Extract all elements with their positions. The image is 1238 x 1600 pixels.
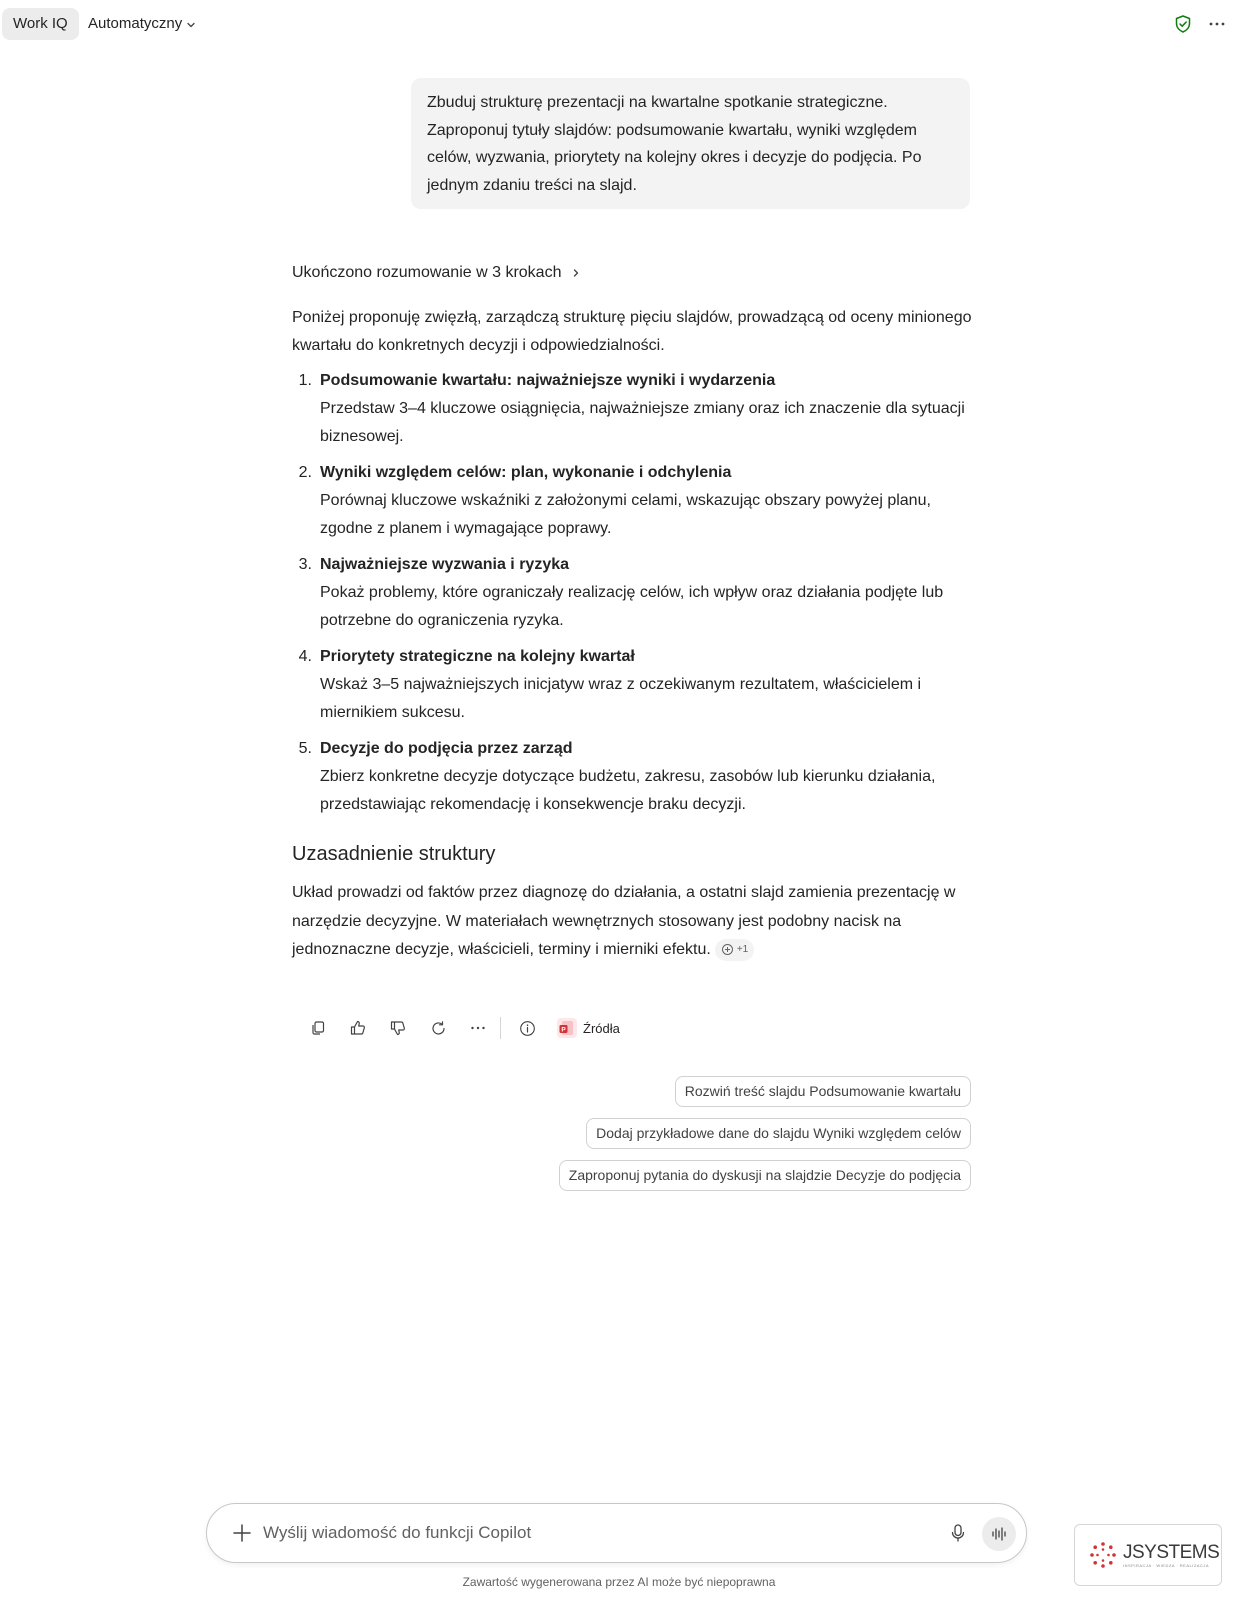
slide-title: Najważniejsze wyzwania i ryzyka	[320, 556, 570, 573]
slide-number: 3.	[298, 556, 312, 573]
slide-list	[292, 367, 972, 819]
section-heading: Uzasadnienie struktury	[292, 843, 496, 865]
mode-label: Automatyczny	[88, 15, 183, 32]
reasoning-label: Ukończono rozumowanie w 3 krokach	[292, 264, 562, 281]
citation-badge[interactable]	[715, 939, 754, 961]
suggested-prompts	[559, 1076, 971, 1191]
slide-item	[292, 459, 972, 543]
slide-title: Decyzje do podjęcia przez zarząd	[320, 740, 573, 757]
dislike-button[interactable]	[378, 1013, 418, 1043]
svg-text:P: P	[561, 1026, 566, 1034]
slide-title: Priorytety strategiczne na kolejny kwartał	[320, 648, 635, 665]
citation-count: +1	[736, 943, 749, 955]
info-icon	[519, 1020, 536, 1037]
copy-icon	[310, 1020, 326, 1036]
slide-number: 1.	[298, 372, 312, 389]
slide-number: 5.	[298, 740, 312, 757]
slide-description: Porównaj kluczowe wskaźniki z założonymi celami, wskazując obszary powyżej planu, zgodne z planem i wymagające poprawy.	[320, 492, 931, 537]
slide-description: Pokaż problemy, które ograniczały realizację celów, ich wpływ oraz działania podjęte lub potrzebne do ograniczenia ryzyka.	[320, 584, 944, 629]
jsystems-logo	[1074, 1524, 1222, 1586]
response-intro: Poniżej proponuję zwięzłą, zarządczą strukturę pięciu slajdów, prowadzącą od oceny minionego kwartału do konkretnych decyzji i odpowiedzialności.	[292, 309, 972, 354]
slide-item	[292, 735, 972, 819]
slide-item	[292, 643, 972, 727]
sources-label: Źródła	[583, 1020, 620, 1036]
jsystems-logo-mark-icon	[1089, 1541, 1117, 1569]
slide-item	[292, 551, 972, 635]
powerpoint-file-icon	[557, 1018, 577, 1038]
loop-icon	[721, 943, 734, 956]
like-button[interactable]	[338, 1013, 378, 1043]
slide-description: Wskaż 3–5 najważniejszych inicjatyw wraz z oczekiwanym rezultatem, właścicielem i miernikiem sukcesu.	[320, 676, 922, 721]
section-text: Układ prowadzi od faktów przez diagnozę do działania, a ostatni slajd zamienia prezentację w narzędzie decyzyjne. W materiałach wewnętrznych stosowany jest podobny nacisk na jednoznaczne decyzje, właścicieli, terminy i mierniki efektu.	[292, 884, 956, 958]
mode-selector[interactable]	[88, 8, 196, 40]
chevron-right-icon	[571, 268, 581, 278]
logo-name: JSYSTEMS	[1123, 1541, 1220, 1563]
top-bar	[0, 0, 1238, 48]
voice-mode-button[interactable]	[982, 1517, 1016, 1551]
slide-title: Wyniki względem celów: plan, wykonanie i odchylenia	[320, 464, 732, 481]
slide-number: 4.	[298, 648, 312, 665]
audio-waveform-icon	[990, 1525, 1008, 1543]
sources-button[interactable]	[557, 1018, 620, 1038]
slide-description: Przedstaw 3–4 kluczowe osiągnięcia, najważniejsze zmiany oraz ich znaczenie dla sytuacji biznesowej.	[320, 400, 965, 445]
shield-check-icon[interactable]	[1173, 14, 1193, 34]
slide-title: Podsumowanie kwartału: najważniejsze wyniki i wydarzenia	[320, 372, 776, 389]
message-composer	[206, 1503, 1027, 1563]
message-input[interactable]	[263, 1504, 913, 1562]
refresh-icon	[430, 1020, 447, 1037]
work-iq-button[interactable]: Work IQ	[2, 8, 79, 40]
plus-icon[interactable]	[229, 1520, 255, 1546]
ai-disclaimer: Zawartość wygenerowana przez AI może być niepoprawna	[462, 1575, 776, 1589]
more-options-icon	[469, 1019, 487, 1037]
info-button[interactable]	[507, 1013, 547, 1043]
section-paragraph	[292, 879, 972, 965]
suggestion-chip[interactable]: Rozwiń treść slajdu Podsumowanie kwartału	[675, 1076, 971, 1107]
action-divider	[500, 1017, 501, 1039]
more-actions-button[interactable]	[458, 1013, 498, 1043]
copy-button[interactable]	[298, 1013, 338, 1043]
logo-tagline: INSPIRACJA · WIEDZA · REALIZACJA	[1123, 1562, 1210, 1568]
reasoning-toggle[interactable]	[292, 258, 972, 288]
slide-item	[292, 367, 972, 451]
assistant-response	[292, 258, 972, 965]
regenerate-button[interactable]	[418, 1013, 458, 1043]
slide-number: 2.	[298, 464, 312, 481]
thumbs-down-icon	[389, 1019, 407, 1037]
slide-description: Zbierz konkretne decyzje dotyczące budżetu, zakresu, zasobów lub kierunku działania, przedstawiając rekomendację i konsekwencje braku decyzji.	[320, 768, 936, 813]
microphone-icon[interactable]	[947, 1522, 969, 1544]
thumbs-up-icon	[349, 1019, 367, 1037]
suggestion-chip[interactable]: Dodaj przykładowe dane do slajdu Wyniki względem celów	[586, 1118, 971, 1149]
user-message: Zbuduj strukturę prezentacji na kwartalne spotkanie strategiczne. Zaproponuj tytuły slajdów: podsumowanie kwartału, wyniki względem celów, wyzwania, priorytety na kolejny okres i decyzje do podjęcia. Po jednym zdaniu treści na slajd.	[411, 78, 970, 209]
response-actions	[298, 1013, 620, 1043]
chevron-down-icon	[186, 20, 196, 30]
suggestion-chip[interactable]: Zaproponuj pytania do dyskusji na slajdzie Decyzje do podjęcia	[559, 1160, 971, 1191]
more-options-icon[interactable]	[1207, 14, 1227, 34]
